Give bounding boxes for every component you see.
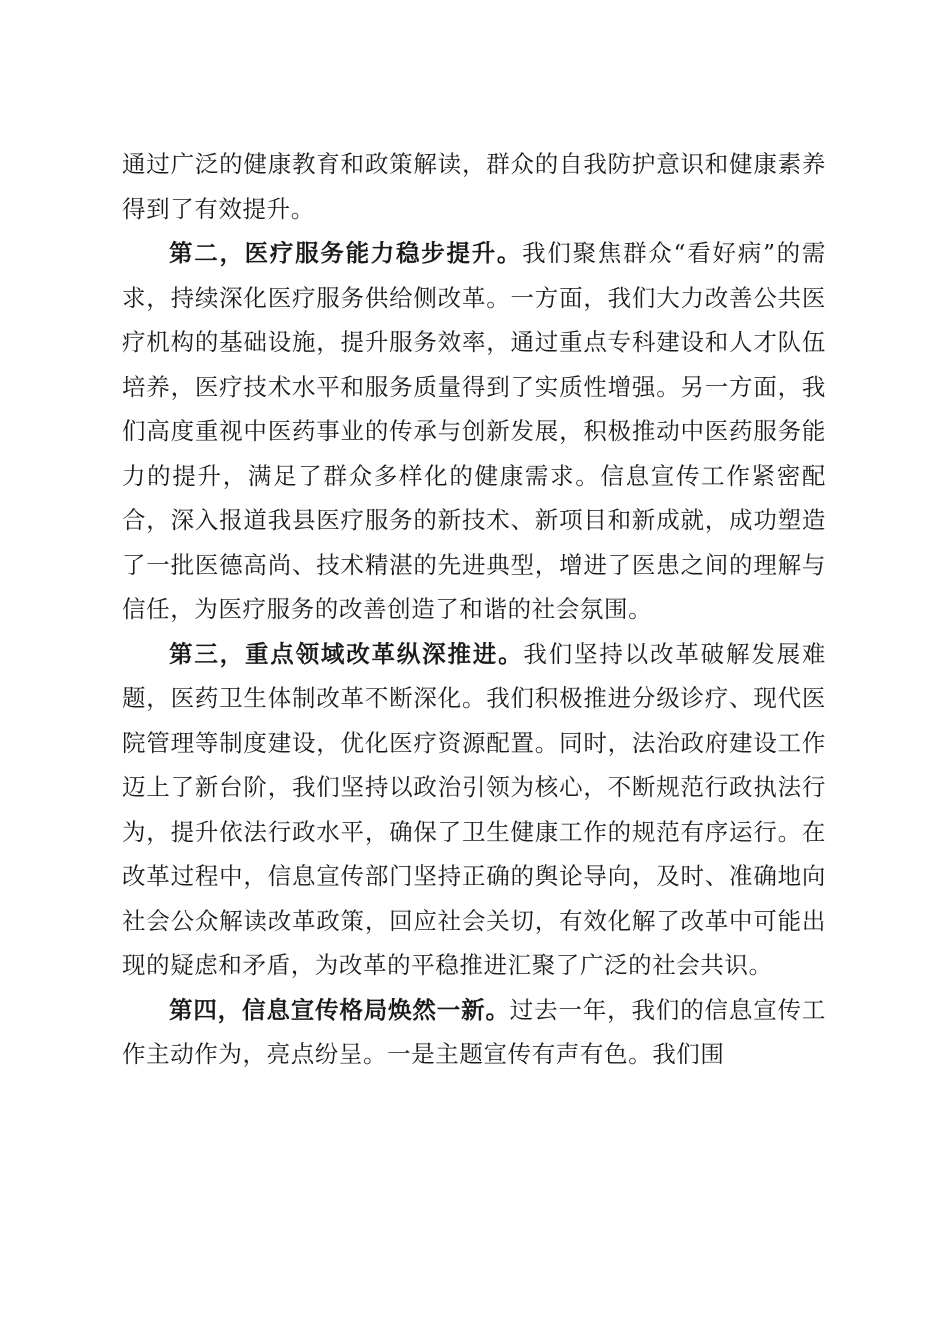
paragraph-body: 我们聚焦群众“看好病”的需求，持续深化医疗服务供给侧改革。一方面，我们大力改善公共医疗机构的基础设施，提升服务效率，通过重点专科建设和人才队伍培养，医疗技术水平和服务质量得到了实质性增强。另一方面，我们高度重视中医药事业的传承与创新发展，积极推动中医药服务能力的提升，满足了群众多样化的健康需求。信息宣传工作紧密配合，深入报道我县医疗服务的新技术、新项目和新成就，成功塑造了一批医德高尚、技术精湛的先进典型，增进了医患之间的理解与信任，为医疗服务的改善创造了和谐的社会氛围。 [122,239,827,623]
paragraph-medical-services [122,231,826,632]
paragraph-continuation [122,142,826,231]
paragraph-body: 过去一年，我们的信息宣传工作主动作为，亮点纷呈。一是主题宣传有声有色。我们围 [122,995,826,1068]
paragraph-reform [122,632,826,988]
paragraph-publicity [122,988,826,1077]
document-body [122,142,826,1077]
paragraph-lead: 第四，信息宣传格局焕然一新。 [169,995,510,1024]
paragraph-lead: 第二，医疗服务能力稳步提升。 [169,239,523,267]
paragraph-lead: 第三，重点领域改革纵深推进。 [169,639,524,668]
paragraph-body: 通过广泛的健康教育和政策解读，群众的自我防护意识和健康素养得到了有效提升。 [122,150,826,223]
paragraph-body: 我们坚持以改革破解发展难题，医药卫生体制改革不断深化。我们积极推进分级诊疗、现代医院管理等制度建设，优化医疗资源配置。同时，法治政府建设工作迈上了新台阶，我们坚持以政治引领为核心，不断规范行政执法行为，提升依法行政水平，确保了卫生健康工作的规范有序运行。在改革过程中，信息宣传部门坚持正确的舆论导向，及时、准确地向社会公众解读改革政策，回应社会关切，有效化解了改革中可能出现的疑虑和矛盾，为改革的平稳推进汇聚了广泛的社会共识。 [122,639,826,979]
